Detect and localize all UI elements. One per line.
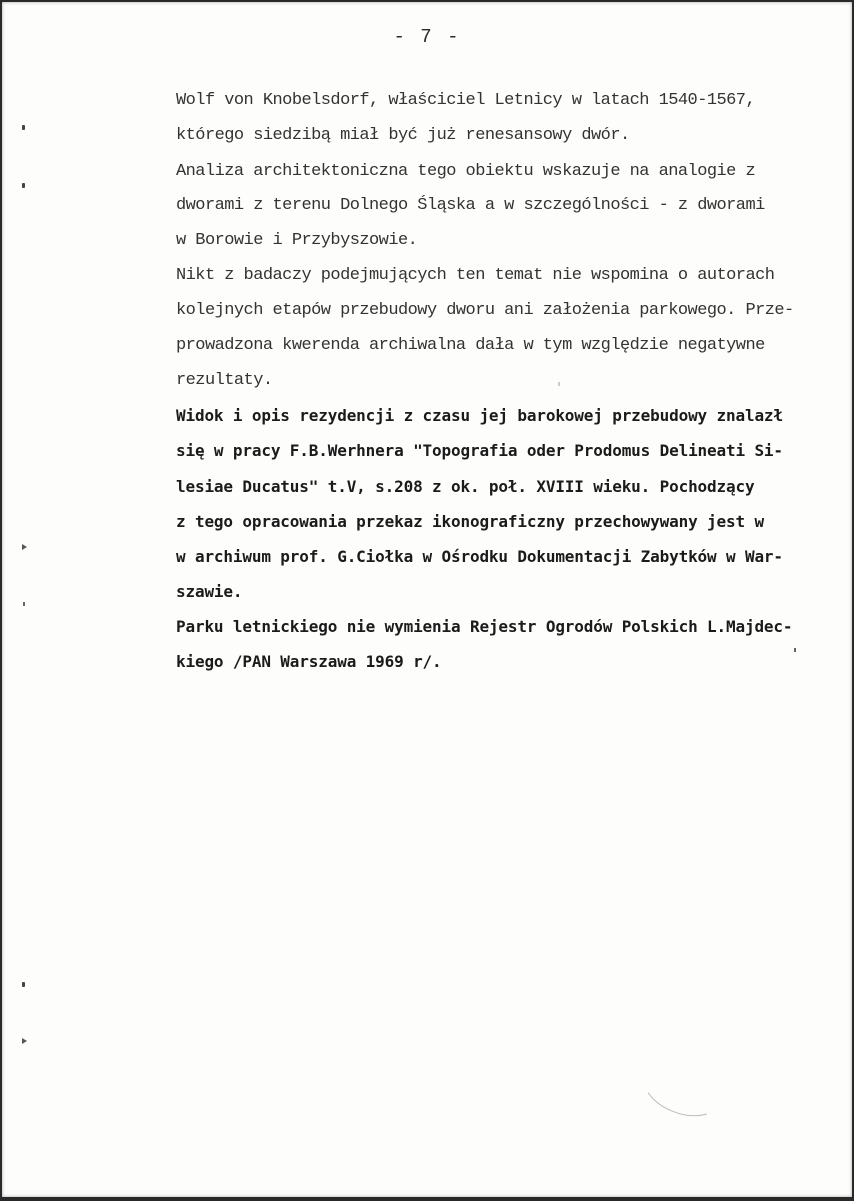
margin-mark <box>23 602 25 606</box>
text-line: z tego opracowania przekaz ikonograficzny przechowywany jest w <box>176 512 764 531</box>
pencil-stroke <box>636 1050 731 1127</box>
text-line: Analiza architektoniczna tego obiektu wskazuje na analogie z <box>176 162 756 181</box>
text-line: którego siedzibą miał być już renesansowy dwór. <box>176 126 630 145</box>
stray-dot <box>558 382 560 386</box>
text-line: kiego /PAN Warszawa 1969 r/. <box>176 652 442 671</box>
text-line: prowadzona kwerenda archiwalna dała w tym względzie negatywne <box>176 336 765 355</box>
text-line: rezultaty. <box>176 371 273 390</box>
margin-mark <box>22 1038 27 1044</box>
text-line: dworami z terenu Dolnego Śląska a w szczególności - z dworami <box>176 196 765 215</box>
text-line: kolejnych etapów przebudowy dworu ani założenia parkowego. Prze- <box>176 301 794 320</box>
text-line: Wolf von Knobelsdorf, właściciel Letnicy w latach 1540-1567, <box>176 91 756 110</box>
margin-mark <box>22 982 25 987</box>
text-line: w Borowie i Przybyszowie. <box>176 231 418 250</box>
text-line: się w pracy F.B.Werhnera "Topografia oder Prodomus Delineati Si- <box>176 441 783 460</box>
page-number: - 7 - <box>393 26 461 48</box>
document-page <box>2 2 852 1197</box>
stray-dot <box>794 648 796 652</box>
margin-mark <box>22 183 25 188</box>
text-line: szawie. <box>176 582 243 601</box>
margin-mark <box>22 544 27 550</box>
margin-mark <box>22 125 25 130</box>
text-line: Parku letnickiego nie wymienia Rejestr Ogrodów Polskich L.Majdec- <box>176 617 793 636</box>
text-line: Widok i opis rezydencji z czasu jej barokowej przebudowy znalazł <box>176 406 783 425</box>
text-line: lesiae Ducatus" t.V, s.208 z ok. poł. XVIII wieku. Pochodzący <box>176 477 755 496</box>
text-line: w archiwum prof. G.Ciołka w Ośrodku Dokumentacji Zabytków w War- <box>176 547 783 566</box>
text-line: Nikt z badaczy podejmujących ten temat nie wspomina o autorach <box>176 266 775 285</box>
